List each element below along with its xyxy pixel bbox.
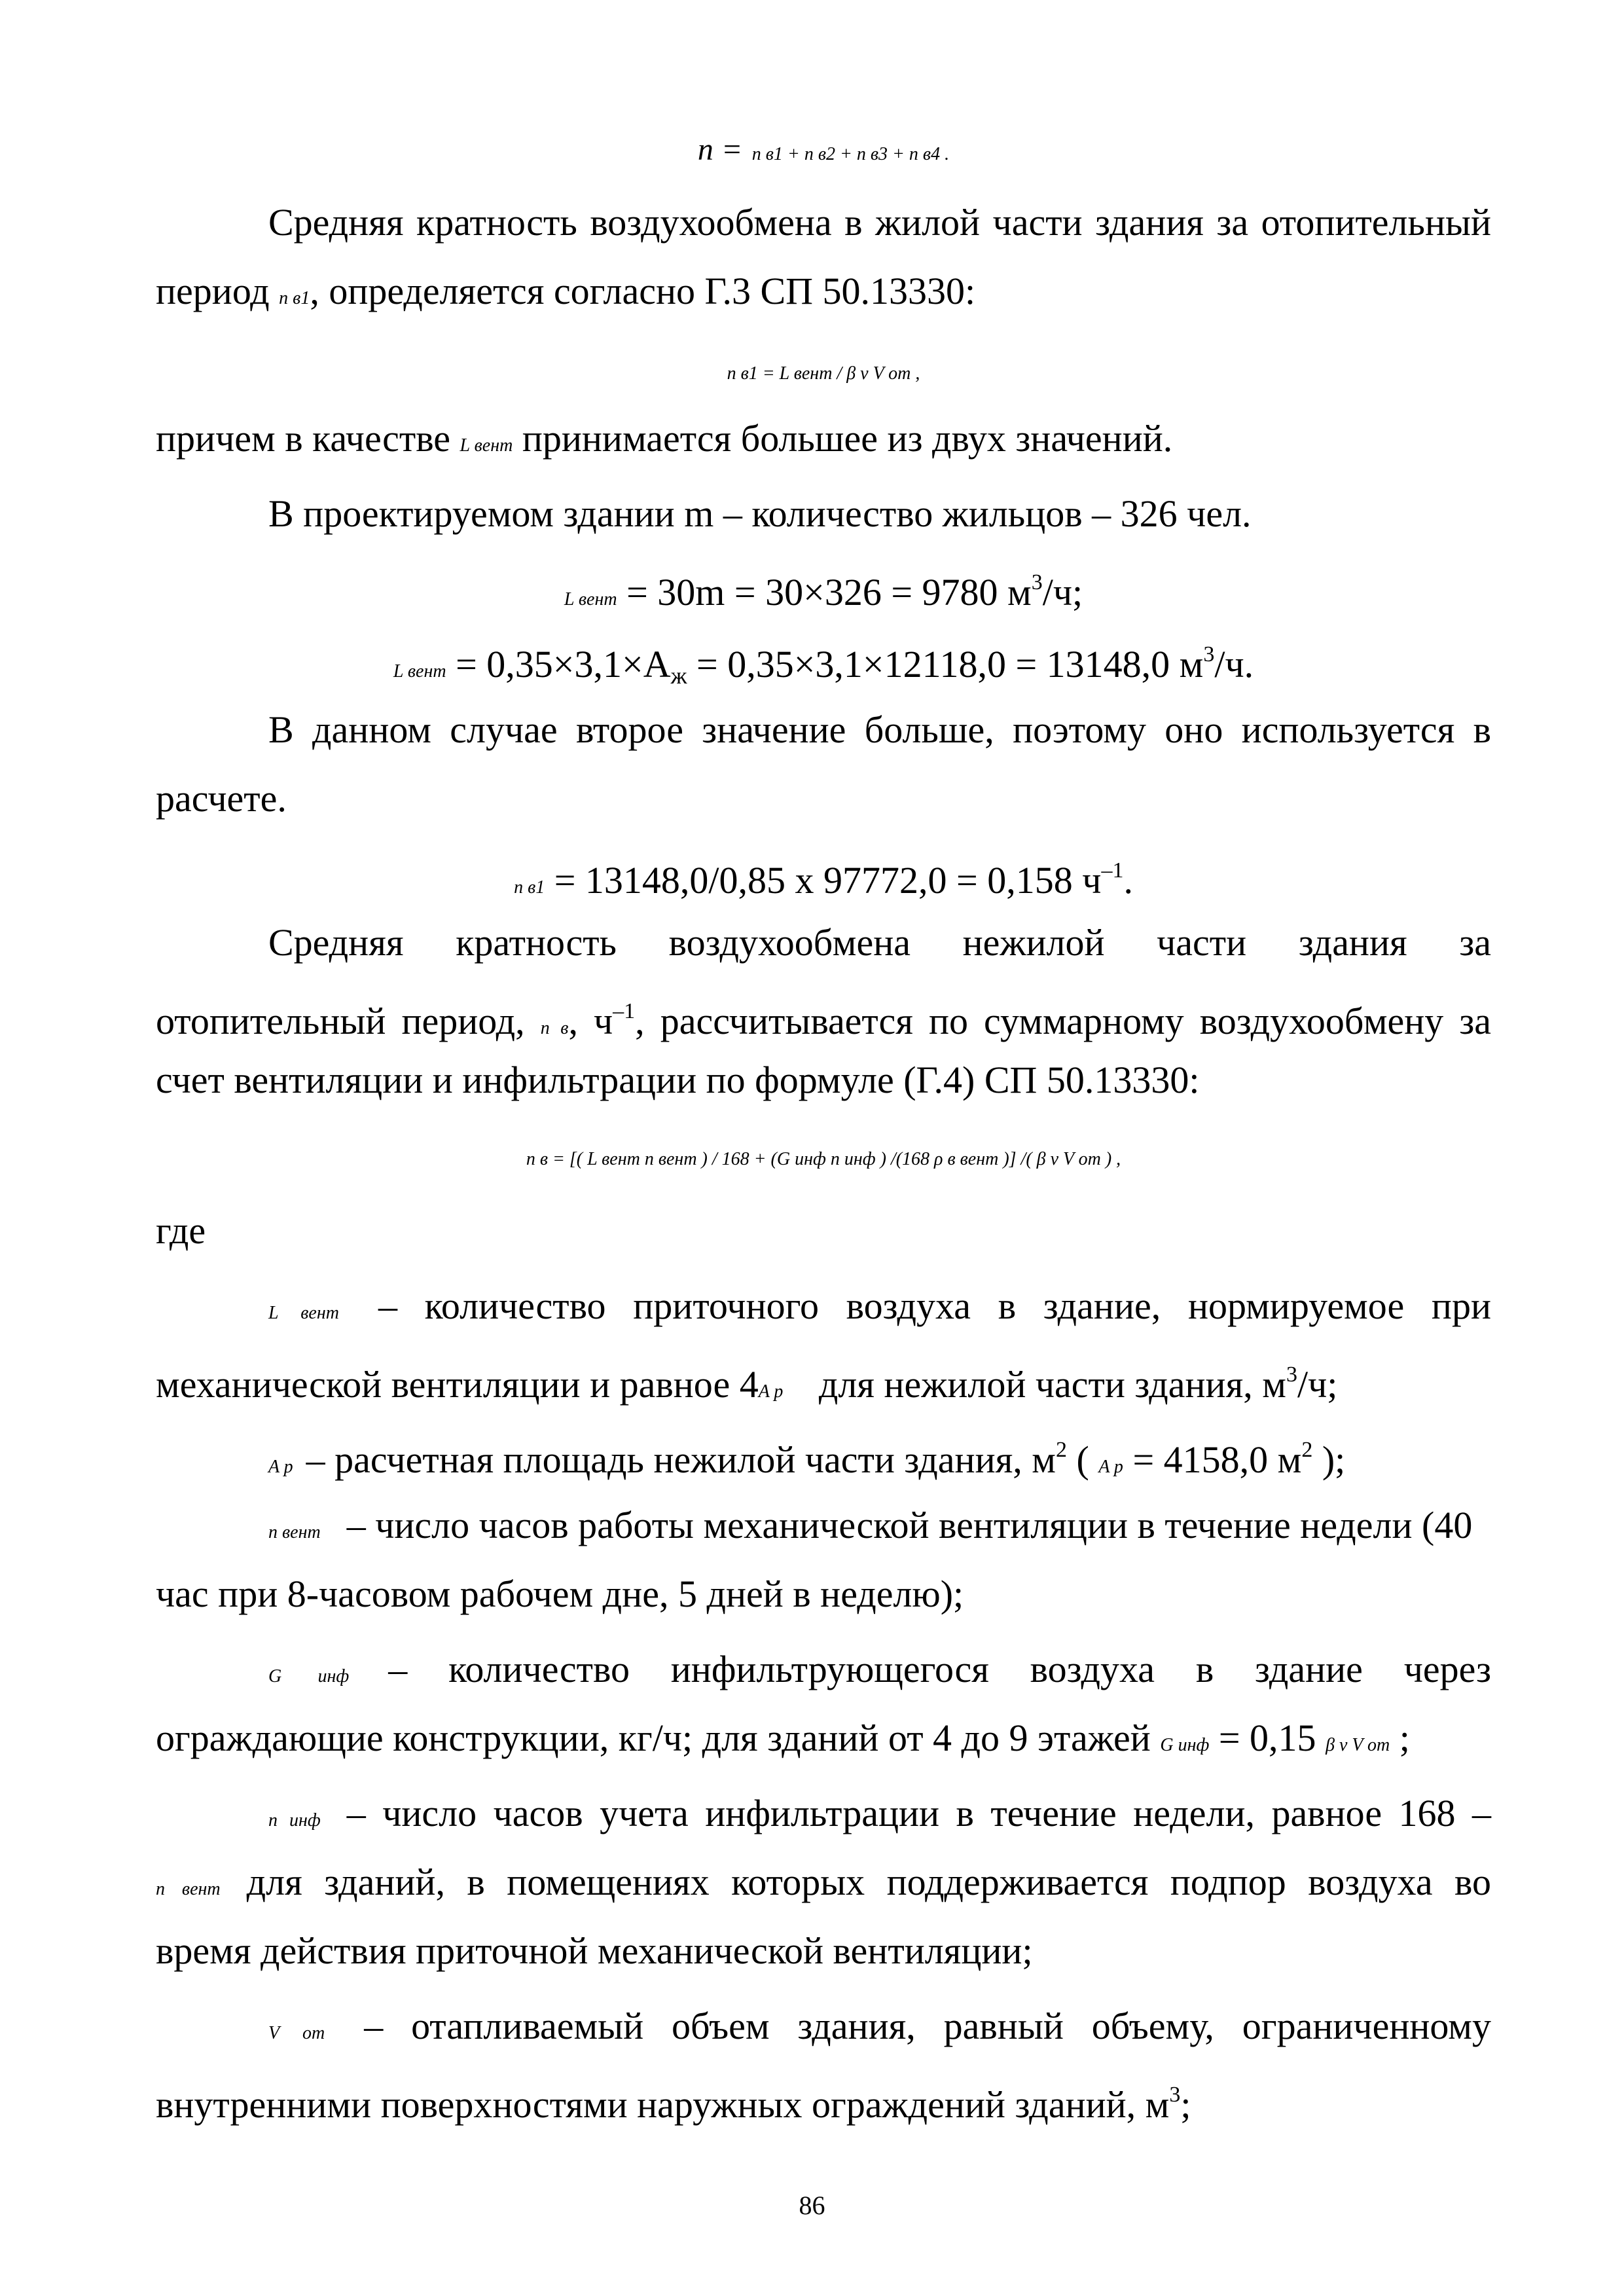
def4-line2-symbol2: β v V от — [1326, 1735, 1390, 1755]
def1-line2-post: для нежилой части здания, м — [818, 1363, 1286, 1406]
def2-symbol2: A р — [1098, 1457, 1123, 1477]
eq3 — [156, 845, 1491, 914]
def4-line2-pre: ограждающие конструкции, кг/ч; для зданий от 4 до 9 этажей — [156, 1717, 1151, 1759]
p2-symbol: L вент — [460, 435, 513, 456]
def6-sup: 3 — [1169, 2083, 1181, 2107]
def2-value: = 4158,0 м — [1132, 1438, 1302, 1481]
p5-line3: счет вентиляции и инфильтрации по формуле (Г.4) СП 50.13330: — [156, 1059, 1200, 1101]
formula-nv1-text: n в1 = L вент / β v V от , — [727, 363, 920, 384]
def4-symbol: G инф — [268, 1666, 350, 1686]
def4-line2-tail: ; — [1399, 1717, 1410, 1759]
def2-line — [268, 1424, 1491, 1493]
formula-n-lhs: n = — [697, 132, 743, 167]
p1-symbol-nv1: n в1 — [279, 288, 310, 308]
def1-line1 — [268, 1280, 1491, 1339]
def3-line1 — [268, 1499, 1491, 1559]
p2-post: принимается большее из двух значений. — [522, 417, 1173, 460]
p5-line2-pre: отопительный период, — [156, 1000, 525, 1042]
p1-line1: Средняя кратность воздухообмена в жилой части здания за отопительный — [268, 201, 1491, 244]
eq1 — [156, 556, 1491, 626]
def2-symbol: A р — [268, 1457, 293, 1477]
eq2-text2: = 0,35×3,1×12118,0 = 13148,0 м — [687, 643, 1204, 685]
eq2 — [156, 629, 1491, 702]
p2-line — [156, 412, 1491, 472]
def5-line1 — [268, 1787, 1491, 1847]
p1-line2-pre: период — [156, 270, 270, 312]
def1-text: – количество приточного воздуха в здание, нормируемое при — [378, 1285, 1491, 1327]
def5-line2-text: для зданий, в помещениях которых поддерживается подпор воздуха во — [246, 1861, 1491, 1903]
eq1-symbol: L вент — [564, 589, 617, 610]
def4-line2 — [156, 1712, 1491, 1772]
p4-line1: В данном случае второе значение больше, поэтому оно используется в — [268, 708, 1491, 751]
def5-text: – число часов учета инфильтрации в течение недели, равное 168 – — [346, 1792, 1491, 1834]
eq1-text: = 30m = 30×326 = 9780 м — [626, 571, 1032, 613]
def4-line1 — [268, 1643, 1491, 1703]
def4-text: – количество инфильтрующегося воздуха в здание через — [388, 1648, 1491, 1690]
eq3-tail: . — [1123, 859, 1133, 902]
p5-line2-post: , рассчитывается по суммарному воздухообмену за — [635, 1000, 1492, 1042]
def1-line2-pre: механической вентиляции и равное 4 — [156, 1363, 759, 1406]
def3-line2: час при 8-часовом рабочем дне, 5 дней в неделю); — [156, 1573, 964, 1615]
def2-mid: ( — [1067, 1438, 1089, 1481]
formula-g4 — [156, 1126, 1491, 1186]
def3-text: – число часов работы механической вентиляции в течение недели (40 — [346, 1504, 1473, 1546]
def2-sup: 2 — [1056, 1438, 1067, 1462]
def4-line2-value: = 0,15 — [1218, 1717, 1316, 1759]
def5-line2-symbol: n вент — [156, 1879, 221, 1899]
def6-line1 — [268, 2000, 1491, 2060]
eq2-text: = 0,35×3,1×А — [456, 643, 671, 685]
def3-symbol: n вент — [268, 1522, 321, 1542]
def5-symbol: n инф — [268, 1810, 321, 1831]
p5-symbol-nv: n в — [540, 1018, 569, 1038]
def6-symbol: V от — [268, 2023, 325, 2043]
def2-text: – расчетная площадь нежилой части здания, м — [306, 1438, 1056, 1481]
def1-sup: 3 — [1286, 1362, 1297, 1387]
def6-text: – отапливаемый объем здания, равный объему, ограниченному — [364, 2005, 1491, 2047]
p4-line2: расчете. — [156, 777, 287, 820]
p1-line2-post: , определяется согласно Г.3 СП 50.13330: — [310, 270, 976, 312]
formula-n-total — [156, 121, 1491, 181]
def2-tail: ); — [1312, 1438, 1346, 1481]
p5-line1: Средняя кратность воздухообмена нежилой части здания за — [268, 921, 1491, 964]
eq3-text: = 13148,0/0,85 х 97772,0 = 0,158 ч — [554, 859, 1102, 902]
def6-line2 — [156, 2069, 1491, 2131]
def6-line2-text: внутренними поверхностями наружных ограждений зданий, м — [156, 2083, 1170, 2126]
def1-symbol: L вент — [268, 1303, 339, 1323]
def1-tail: /ч; — [1297, 1363, 1338, 1406]
p5-line2-sup: –1 — [613, 999, 636, 1023]
eq3-symbol: n в1 — [514, 877, 545, 898]
eq2-tail: /ч. — [1214, 643, 1254, 685]
def5-line3: время действия приточной механической вентиляции; — [156, 1929, 1033, 1972]
p3-line: В проектируемом здании m – количество жильцов – 326 чел. — [268, 492, 1252, 535]
page-number: 86 — [799, 2191, 825, 2220]
p5-line2-mid: , ч — [568, 1000, 613, 1042]
def1-line2 — [156, 1349, 1491, 1418]
p5-line2 — [156, 985, 1491, 1055]
formula-n-rhs: n в1 + n в2 + n в3 + n в4 . — [751, 144, 950, 164]
p2-pre: причем в качестве — [156, 417, 451, 460]
def1-line2-symbol: A р — [758, 1381, 784, 1402]
def6-tail: ; — [1180, 2083, 1191, 2126]
eq2-symbol: L вент — [393, 661, 446, 682]
def2-sup2: 2 — [1301, 1438, 1313, 1462]
formula-nv1 — [156, 340, 1491, 400]
def5-line2 — [156, 1856, 1491, 1916]
eq1-sup: 3 — [1031, 570, 1043, 594]
eq1-tail: /ч; — [1042, 571, 1083, 613]
p1-line2 — [156, 265, 1491, 325]
formula-g4-text: n в = [( L вент n вент ) / 168 + (G инф n инф ) /(168 ρ в вент )] /( β v V от ) , — [526, 1149, 1121, 1169]
eq2-sub: ж — [670, 663, 687, 689]
def4-line2-symbol: G инф — [1160, 1735, 1210, 1755]
eq2-sup: 3 — [1203, 642, 1215, 666]
eq3-sup: –1 — [1101, 858, 1124, 883]
where-label: где — [156, 1209, 206, 1252]
